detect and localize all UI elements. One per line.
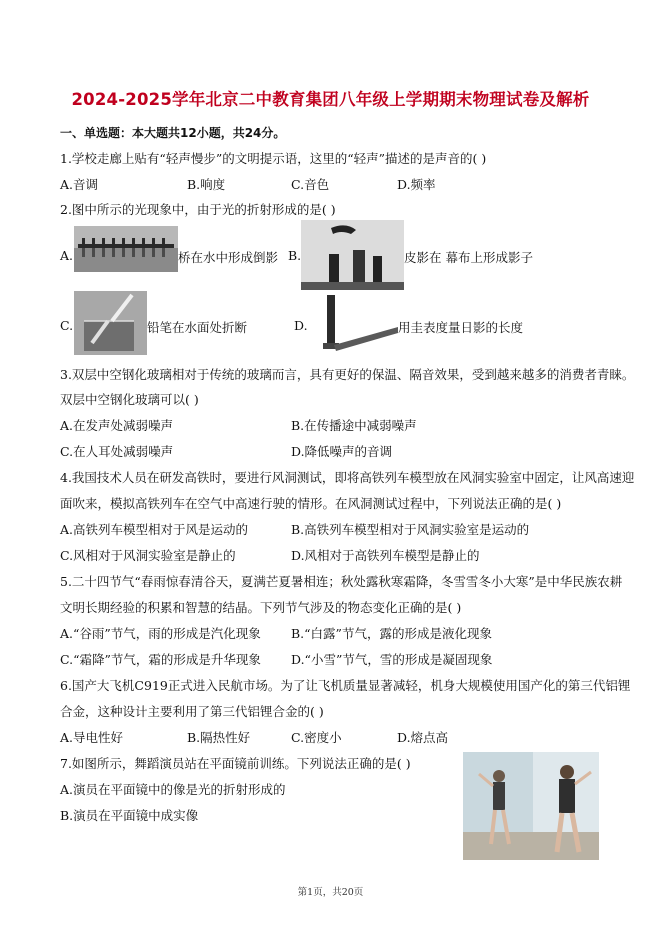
question-7-stem: 7.如图所示，舞蹈演员站在平面镜前训练。下列说法正确的是( )	[60, 756, 411, 771]
question-2-option-a-label: A.	[60, 248, 74, 263]
question-3-option-c: C.在人耳处减弱噪声	[60, 444, 174, 459]
question-3-option-b: B.在传播途中减弱噪声	[291, 418, 417, 433]
question-5-option-b: B.“白露”节气，露的形成是液化现象	[291, 626, 492, 641]
question-6-option-a: A.导电性好	[60, 730, 124, 745]
page-footer: 第1页，共20页	[297, 887, 364, 898]
question-2-option-b-text: 皮影在 幕布上形成影子	[404, 250, 533, 265]
question-1-option-b: B.响度	[187, 177, 226, 192]
question-4-stem-line-2: 面吹来，模拟高铁列车在空气中高速行驶的情形。在风洞测试过程中，下列说法正确的是( )	[60, 496, 562, 511]
question-5-option-c: C.“霜降”节气，霜的形成是升华现象	[60, 652, 261, 667]
question-2-option-c-label: C.	[60, 318, 74, 333]
shadow-puppet-photo	[301, 220, 404, 290]
question-6-option-b: B.隔热性好	[187, 730, 251, 745]
gnomon-sundial-photo	[320, 293, 398, 355]
question-2-option-c-text: 铅笔在水面处折断	[147, 320, 248, 335]
question-3-stem-line-2: 双层中空钢化玻璃可以( )	[60, 392, 199, 407]
question-4-option-d: D.风相对于高铁列车模型是静止的	[291, 548, 480, 563]
question-3-option-a: A.在发声处减弱噪声	[60, 418, 174, 433]
question-6-stem-line-1: 6.国产大飞机C919正式进入民航市场。为了让飞机质量显著减轻，机身大规模使用国产化的第三代铝锂	[60, 678, 631, 693]
question-4-option-c: C.风相对于风洞实验室是静止的	[60, 548, 236, 563]
question-4-option-a: A.高铁列车模型相对于风是运动的	[60, 522, 249, 537]
question-5-stem-line-1: 5.二十四节气“春雨惊春清谷天，夏满芒夏暑相连；秋处露秋寒霜降，冬雪雪冬小大寒”是中华民族农耕	[60, 574, 623, 589]
question-1-option-c: C.音色	[291, 177, 330, 192]
question-2-option-d-label: D.	[294, 318, 308, 333]
question-7-option-b: B.演员在平面镜中成实像	[60, 808, 199, 823]
page-title: 2024-2025学年北京二中教育集团八年级上学期期末物理试卷及解析	[71, 90, 590, 109]
dancer-mirror-photo	[463, 752, 599, 860]
question-2-option-a-text: 桥在水中形成倒影	[178, 250, 279, 265]
question-5-option-a: A.“谷雨”节气，雨的形成是汽化现象	[60, 626, 261, 641]
bridge-reflection-photo	[74, 226, 178, 272]
bent-pencil-photo	[74, 291, 147, 355]
question-1-option-a: A.音调	[60, 177, 99, 192]
question-6-stem-line-2: 合金，这种设计主要利用了第三代铝锂合金的( )	[60, 704, 324, 719]
question-4-option-b: B.高铁列车模型相对于风洞实验室是运动的	[291, 522, 530, 537]
question-2-stem: 2.图中所示的光现象中，由于光的折射形成的是( )	[60, 202, 336, 217]
question-7-option-a: A.演员在平面镜中的像是光的折射形成的	[60, 782, 286, 797]
question-4-stem-line-1: 4.我国技术人员在研发高铁时，要进行风洞测试，即将高铁列车模型放在风洞实验室中固定，让风高速迎	[60, 470, 635, 485]
question-3-option-d: D.降低噪声的音调	[291, 444, 393, 459]
section-heading: 一、单选题：本大题共12小题，共24分。	[60, 126, 286, 140]
question-3-stem-line-1: 3.双层中空钢化玻璃相对于传统的玻璃而言，具有更好的保温、隔音效果，受到越来越多的消费者青睐。	[60, 367, 635, 382]
question-2-option-b-label: B.	[288, 248, 302, 263]
question-1-option-d: D.频率	[397, 177, 436, 192]
question-2-option-d-text: 用圭表度量日影的长度	[398, 320, 524, 335]
question-1-stem: 1.学校走廊上贴有“轻声慢步”的文明提示语，这里的“轻声”描述的是声音的( )	[60, 151, 487, 166]
question-5-option-d: D.“小雪”节气，雪的形成是凝固现象	[291, 652, 493, 667]
question-6-option-c: C.密度小	[291, 730, 342, 745]
question-6-option-d: D.熔点高	[397, 730, 449, 745]
question-5-stem-line-2: 文明长期经验的积累和智慧的结晶。下列节气涉及的物态变化正确的是( )	[60, 600, 462, 615]
